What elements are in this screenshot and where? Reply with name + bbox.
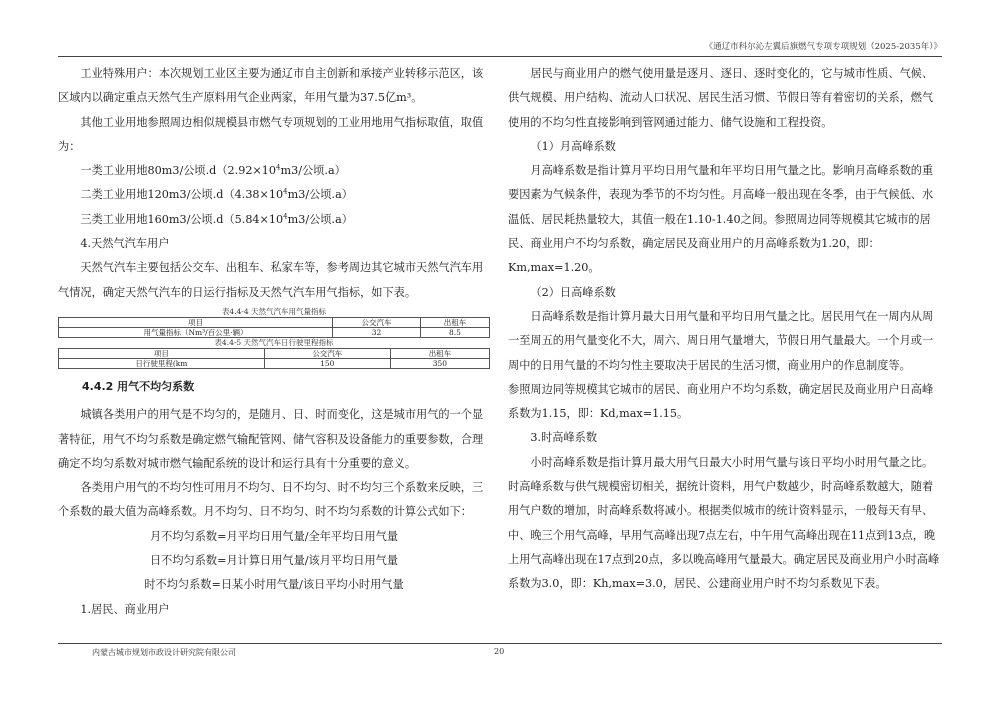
residential-commercial-heading: 1.居民、商业用户 — [80, 602, 170, 616]
monthly-peak-heading: （1）月高峰系数 — [530, 139, 616, 153]
class3-industrial-line: 三类工业用地160m3/公顷$.d(5.84\times 10^4m3/$公顷.a） — [80, 212, 353, 226]
table-caption: 表4.4-5 天然气汽车日行驶里程指标 — [214, 337, 334, 347]
document-header-title: 《通辽市科尔沁左翼后旗燃气专项专项规划（2025-2035年）》 — [704, 42, 942, 52]
right-column — [508, 62, 942, 597]
table-ngv-daily-mileage — [58, 348, 490, 369]
hourly-peak-paragraph: 小时高峰系数是指计算月最大用气日最大小时用气量与该日平均小时用气量之比。时高峰系数与供气规模密切相关，据统计资料，用气户数越少，时高峰系数越大，随着用气户数的增加，时高峰系数将减小。根据类似城市的统计资料显示，一般每天有早、中、晚三个用气高峰，早用气高峰出现7点左右，中午用气高峰出现在11点到13点，晚上用气高峰出现在17点到20点，多以晚高峰用气量最大。确定居民及商业用户小时高峰系数为3.0，即：Kh,max=3.0，居民、公建商业用户时不均匀系数见下表。 — [508, 455, 940, 591]
table-header-cell: 项目 — [59, 348, 265, 358]
section-heading-4-4-2: 4.4.2 用气不均匀系数 — [82, 379, 195, 393]
table-caption: 表4.4-4 天然气汽车用气量指标 — [221, 306, 327, 316]
footer-divider — [58, 643, 942, 644]
class1-industrial-line: 一类工业用地80m3/公顷$.d(2.92\times 10^4m3/$公顷.a） — [80, 163, 346, 178]
table-header-cell: 公交汽车 — [333, 317, 421, 327]
monthly-peak-paragraph: 月高峰系数是指计算月平均日用气量和年平均日用气量之比。影响月高峰系数的重要因素为气候条件，表现为季节的不均匀性。月高峰一般出现在冬季，由于气候低、水温低、居民耗热量较大，其值一般在1.10-1.40之间。参照周边同等规模其它城市的居民、商业用户不均匀系数，确定居民及商业用户的月高峰系数为1.20，即：Km,max=1.20。 — [508, 164, 934, 275]
industrial-special-users-paragraph: 工业特殊用户：本次规划工业区主要为通辽市自主创新和承接产业转移示范区，该区域内以确定重点天然气生产原料用气企业两家，年用气量为37.5亿m³。 — [58, 67, 484, 105]
residential-usage-paragraph: 居民与商业用户的燃气使用量是逐月、逐日、逐时变化的，它与城市性质、气候、供气规模、用户结构、流动人口状况、居民生活习惯、节假日等有着密切的关系，燃气使用的不均匀性直接影响到管网通过能力、储气设施和工程投资。 — [508, 67, 934, 129]
table-cell: 日行驶里程(km — [59, 358, 265, 368]
table-header-cell: 出租车 — [390, 348, 489, 358]
footer-organization: 内蒙古城市规划市政设计研究院有限公司 — [92, 648, 236, 657]
daily-peak-heading: （2）日高峰系数 — [530, 285, 616, 299]
table-cell: 8.5 — [420, 327, 489, 337]
coefficient-definition-paragraph: 各类用户用气的不均匀性可用月不均匀、日不均匀、时不均匀三个系数来反映，三个系数的最大值为高峰系数。月不均匀、日不均匀、时不均匀系数的计算公式如下： — [58, 481, 484, 519]
table-cell: 32 — [333, 327, 421, 337]
table-header-cell: 出租车 — [420, 317, 489, 327]
table-ngv-gas-index — [58, 307, 490, 369]
table-cell: 150 — [264, 358, 390, 368]
hourly-peak-heading: 3.时高峰系数 — [530, 431, 598, 445]
daily-peak-value-paragraph: 参照周边同等规模其它城市的居民、商业用户不均匀系数，确定居民及商业用户日高峰系数为1.15，即：Kd,max=1.15。 — [508, 382, 934, 421]
daily-peak-paragraph: 日高峰系数是指计算月最大日用气量和平均日用气量之比。居民用气在一周内从周一至周五的用气量变化不大，周六、周日用气量增大，节假日用气量最大。一个月或一周中的日用气量的不均匀性主要取决于居民的生活习惯，商业用户的作息制度等。 — [508, 309, 934, 372]
page-number: 20 — [494, 647, 505, 656]
daily-coefficient-formula: 日不均匀系数=月计算日用气量/该月平均日用气量 — [149, 554, 399, 568]
table-header-cell: 公交汽车 — [264, 348, 390, 358]
hourly-coefficient-formula: 时不均匀系数=日某小时用气量/该日平均小时用气量 — [144, 578, 404, 592]
ngv-users-heading: 4.天然气汽车用户 — [80, 237, 170, 251]
nonuniformity-intro-paragraph: 城镇各类用户的用气是不均匀的，是随月、日、时而变化，这是城市用气的一个显著特征，用气不均匀系数是确定燃气输配管网、储气容积及设备能力的重要参数，合理确定不均匀系数对城市燃气输配系统的设计和运行具有十分重要的意义。 — [58, 408, 484, 470]
left-column — [58, 62, 490, 622]
header-divider — [58, 56, 942, 57]
other-industrial-paragraph: 其他工业用地参照周边相似规模县市燃气专项规划的工业用地用气指标取值，取值为： — [58, 115, 484, 153]
table-row — [59, 348, 490, 358]
ngv-paragraph: 天然气汽车主要包括公交车、出租车、私家车等，参考周边其它城市天然气汽车用气情况，确定天然气汽车的日运行指标及天然气汽车用气指标，如下表。 — [58, 261, 484, 299]
table-header-cell: 项目 — [59, 317, 333, 327]
table-cell: 350 — [390, 358, 489, 368]
class2-industrial-line: 二类工业用地120m3/公顷$.d(4.38\times 10^4m3/$公顷.a） — [80, 187, 353, 202]
monthly-coefficient-formula: 月不均匀系数=月平均日用气量/全年平均日用气量 — [149, 529, 399, 543]
table-cell: 用气量指标（Nm³/百公里·辆） — [59, 327, 333, 337]
table-row — [59, 317, 490, 327]
table-row — [59, 327, 490, 337]
table-row — [59, 358, 490, 368]
